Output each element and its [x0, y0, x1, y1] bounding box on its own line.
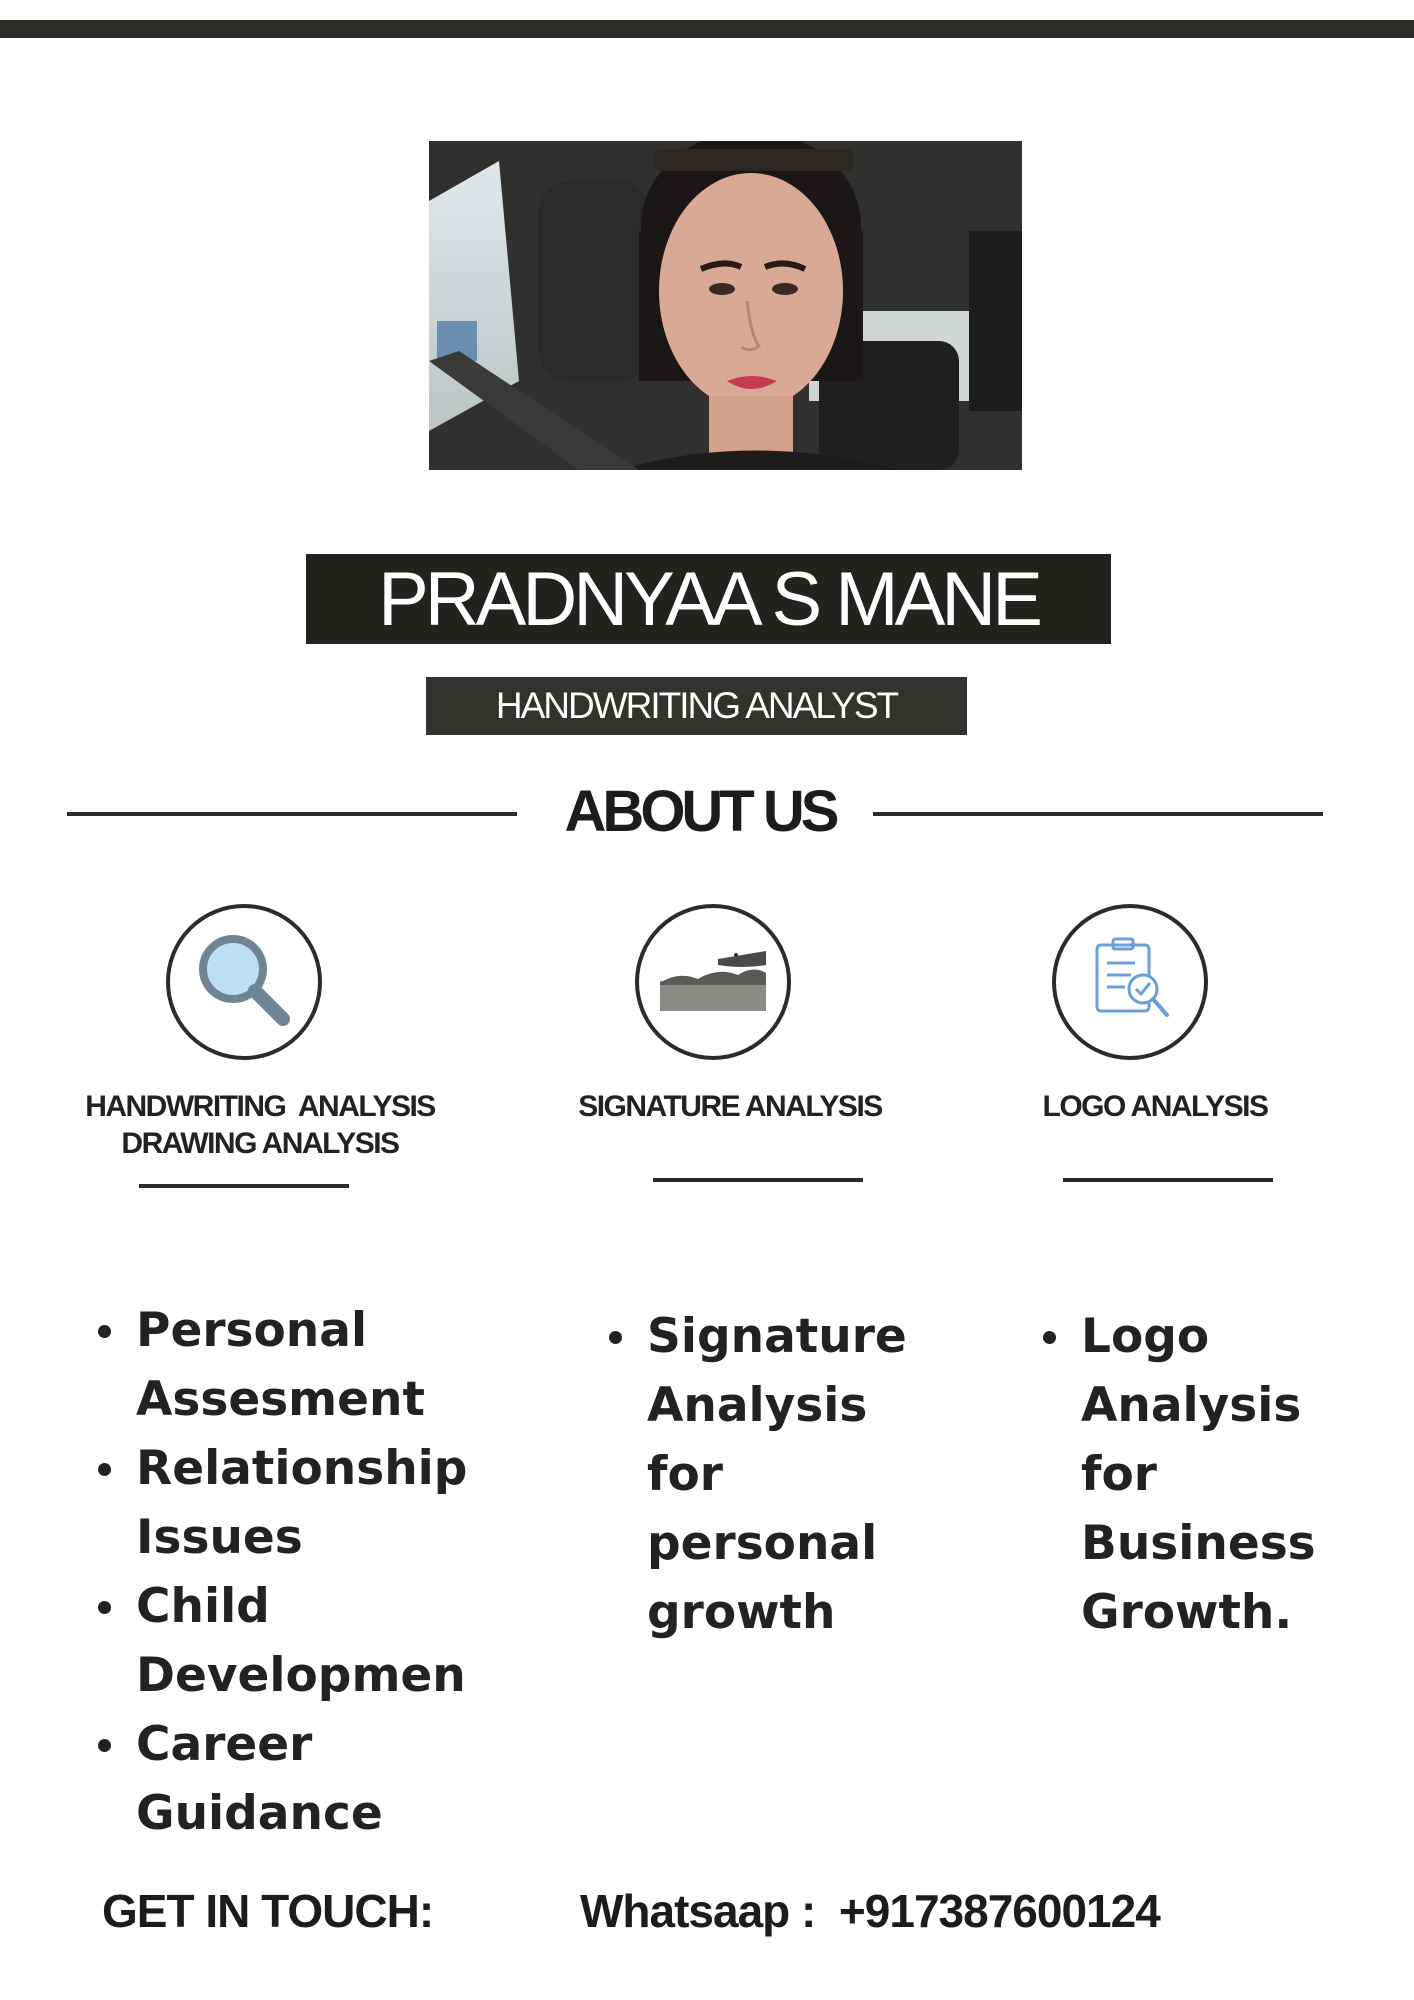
- list-item: Personal Assesment: [96, 1296, 516, 1434]
- magnifier-icon: [189, 925, 299, 1040]
- about-divider-left: [67, 812, 517, 816]
- service-rule-3: [1063, 1178, 1273, 1182]
- about-divider-right: [873, 812, 1323, 816]
- list-item: Signature Analysis for personal growth: [607, 1302, 937, 1647]
- landscape-icon: [658, 945, 768, 1020]
- list-item: Relationship Issues: [96, 1434, 516, 1572]
- profile-photo: [429, 141, 1022, 470]
- person-role: HANDWRITING ANALYST: [495, 685, 898, 726]
- list-item: Child Developmen: [96, 1572, 516, 1710]
- service-label-line: DRAWING ANALYSIS: [121, 1127, 399, 1160]
- service-list-3: [1041, 1302, 1371, 1647]
- service-label-2: [540, 1088, 920, 1125]
- service-label-1: [50, 1088, 470, 1162]
- about-title: ABOUT US: [564, 779, 836, 844]
- service-icon-circle-2: [635, 904, 791, 1060]
- contact-label: GET IN TOUCH:: [102, 1885, 434, 1937]
- contact-whatsapp[interactable]: Whatsaap : +917387600124: [580, 1885, 1160, 1937]
- service-label-line: LOGO ANALYSIS: [1042, 1090, 1268, 1123]
- list-item: Logo Analysis for Business Growth.: [1041, 1302, 1371, 1647]
- name-banner: [306, 554, 1111, 644]
- clipboard-check-icon: [1085, 935, 1175, 1030]
- list-item: Career Guidance: [96, 1710, 516, 1848]
- role-banner: [426, 677, 967, 735]
- service-icon-circle-1: [166, 904, 322, 1060]
- service-label-3: [990, 1088, 1320, 1125]
- service-rule-1: [139, 1184, 349, 1188]
- top-border-bar: [0, 20, 1414, 38]
- service-label-line: HANDWRITING ANALYSIS: [85, 1090, 435, 1123]
- service-list-1: [96, 1296, 516, 1848]
- service-rule-2: [653, 1178, 863, 1182]
- service-label-line: SIGNATURE ANALYSIS: [578, 1090, 882, 1123]
- service-list-2: [607, 1302, 937, 1647]
- service-icon-circle-3: [1052, 904, 1208, 1060]
- person-name: PRADNYAA S MANE: [378, 556, 1039, 642]
